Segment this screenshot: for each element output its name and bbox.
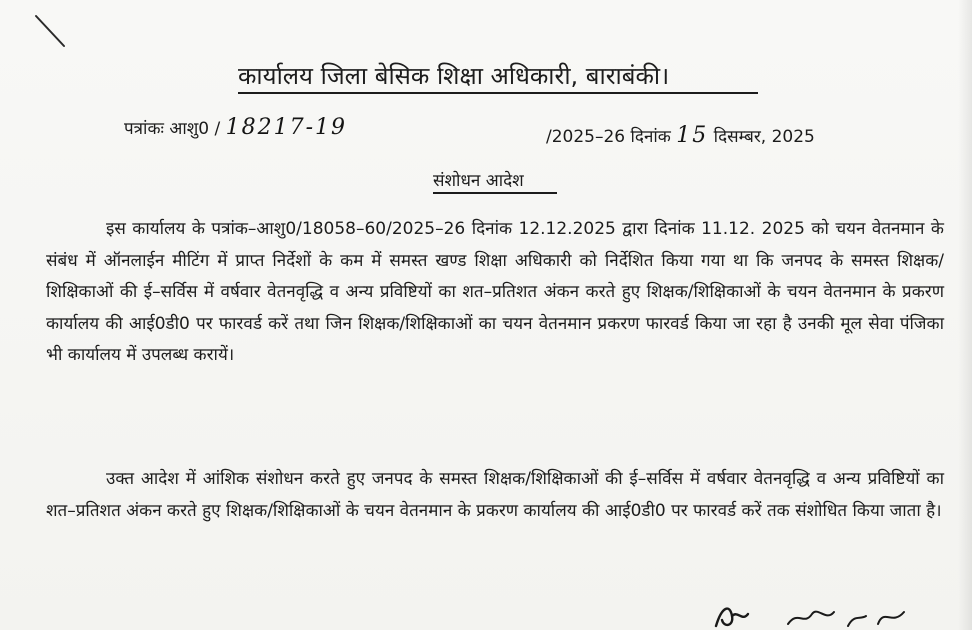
body-paragraph-1: इस कार्यालय के पत्रांक–आशु0/18058–60/2025–26 दिनांक 12.12.2025 द्वारा दिनांक 11.12. 2025 को चयन वेतनमान के संबंध में ऑनलाईन मीटिंग में प्राप्त निर्देशों के कम में समस्त खण्ड शिक्षा अधिकारी को निर्देशित किया गया था कि जनपद के समस्त शिक्षक/शिक्षिकाओं की ई–सर्विस में वर्षवार वेतनवृद्धि व अन्य प्रविष्टियों का शत–प्रतिशत अंकन करते हुए शिक्षक/शिक्षिकाओं के चयन वेतनमान के प्रकरण कार्यालय की आई0डी0 पर फारवर्ड करें तथा जिन शिक्षक/शिक्षिकाओं का चयन वेतनमान प्रकरण फारवर्ड किया जा रहा है उनकी मूल सेवा पंजिका भी कार्यालय में उपलब्ध करायें। bbox=[46, 219, 944, 365]
subject-underline bbox=[433, 192, 557, 194]
pen-stroke-mark bbox=[34, 14, 68, 48]
signature-image bbox=[708, 596, 928, 630]
handwritten-day: 15 bbox=[676, 123, 709, 148]
office-title-underline bbox=[238, 92, 758, 94]
reference-prefix: पत्रांकः आशु0 / bbox=[124, 119, 221, 139]
handwritten-reference-number: 18217-19 bbox=[225, 115, 348, 140]
body-paragraph-2: उक्त आदेश में आंशिक संशोधन करते हुए जनपद के समस्त शिक्षक/शिक्षिकाओं की ई–सर्विस में वर्षवार वेतनवृद्धि व अन्य प्रविष्टियों का शत–प्रतिशत अंकन करते हुए शिक्षक/शिक्षिकाओं के चयन वेतनमान के प्रकरण कार्यालय की आई0डी0 पर फारवर्ड करें तक संशोधित किया जाता है। bbox=[46, 469, 944, 521]
reference-year-date-label: /2025–26 दिनांक bbox=[546, 127, 671, 147]
office-title: कार्यालय जिला बेसिक शिक्षा अधिकारी, बाराबंकी। bbox=[238, 62, 670, 90]
reference-month-year: दिसम्बर, 2025 bbox=[713, 127, 815, 147]
reference-number bbox=[124, 114, 347, 142]
page-edge-shadow bbox=[958, 0, 972, 630]
reference-date bbox=[546, 122, 815, 150]
subject-heading: संशोधन आदेश bbox=[433, 171, 524, 191]
